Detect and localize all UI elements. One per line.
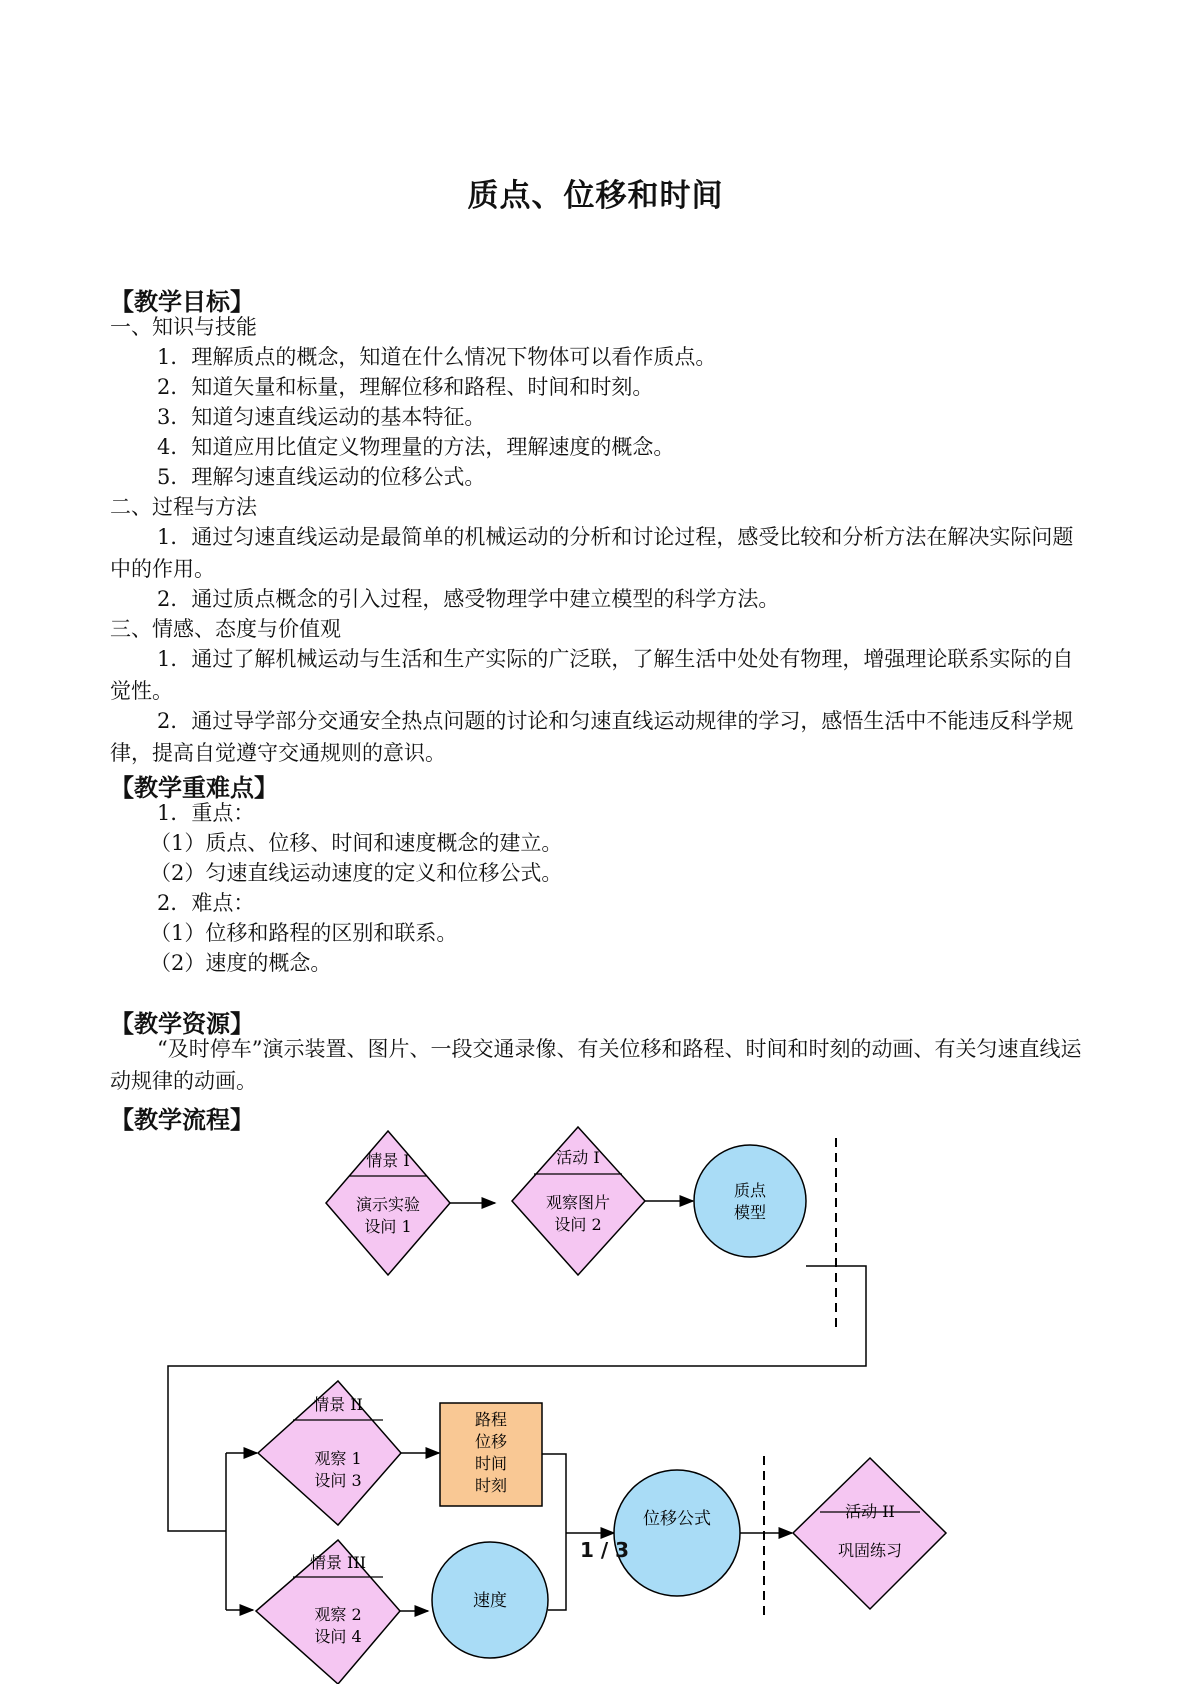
flow-diamond-activity2 bbox=[793, 1458, 946, 1609]
keypoint-item: （1）质点、位移、时间和速度概念的建立。 bbox=[150, 831, 563, 855]
objectives-item: 1．理解质点的概念，知道在什么情况下物体可以看作质点。 bbox=[157, 345, 717, 369]
particle-model-line2: 模型 bbox=[733, 1203, 767, 1222]
scene1-label: 情景 I bbox=[366, 1151, 410, 1170]
particle-model-line1: 质点 bbox=[733, 1181, 767, 1200]
concept-path: 路程 bbox=[474, 1410, 508, 1429]
concept-time: 时间 bbox=[474, 1454, 508, 1473]
keypoint-label: 2．难点： bbox=[157, 891, 255, 915]
flow-circle-particle-model bbox=[694, 1145, 806, 1257]
resources-text: “及时停车”演示装置、图片、一段交通录像、有关位移和路程、时间和时刻的动画、有关匀速直线运动规律的动画。 bbox=[110, 1037, 1082, 1093]
scene1-line2: 设问 1 bbox=[364, 1217, 412, 1236]
objectives-item: 1．通过了解机械运动与生活和生产实际的广泛联，了解生活中处处有物理，增强理论联系实际的自觉性。 bbox=[110, 647, 1074, 703]
scene3-line2: 设问 4 bbox=[314, 1627, 362, 1646]
flow-diamond-activity1 bbox=[512, 1127, 645, 1275]
scene1-line1: 演示实验 bbox=[355, 1195, 421, 1214]
objectives-item: 1．通过匀速直线运动是最简单的机械运动的分析和讨论过程，感受比较和分析方法在解决实际问题中的作用。 bbox=[110, 525, 1074, 581]
objectives-sub2: 二、过程与方法 bbox=[110, 495, 257, 519]
activity1-label: 活动 I bbox=[556, 1148, 600, 1167]
flow-circle-displacement-formula bbox=[614, 1470, 740, 1596]
objectives-item: 4．知道应用比值定义物理量的方法，理解速度的概念。 bbox=[157, 435, 675, 459]
flow-diamond-scene2 bbox=[258, 1381, 401, 1525]
objectives-sub1: 一、知识与技能 bbox=[110, 315, 257, 339]
concept-displacement: 位移 bbox=[474, 1432, 508, 1451]
activity2-line1: 巩固练习 bbox=[837, 1541, 903, 1560]
keypoint-label: 1．重点： bbox=[157, 801, 255, 825]
keypoint-item: （1）位移和路程的区别和联系。 bbox=[150, 921, 458, 945]
activity1-line1: 观察图片 bbox=[545, 1193, 611, 1212]
objectives-item: 2．知道矢量和标量，理解位移和路程、时间和时刻。 bbox=[157, 375, 654, 399]
activity2-label: 活动 II bbox=[845, 1502, 895, 1521]
page-number: 1 / 3 bbox=[580, 1538, 630, 1562]
objectives-item: 2．通过质点概念的引入过程，感受物理学中建立模型的科学方法。 bbox=[157, 587, 780, 611]
flow-heading: 【教学流程】 bbox=[110, 1105, 254, 1134]
objectives-sub3: 三、情感、态度与价值观 bbox=[110, 617, 341, 641]
objectives-item: 5．理解匀速直线运动的位移公式。 bbox=[157, 465, 486, 489]
scene2-line1: 观察 1 bbox=[314, 1449, 362, 1468]
displacement-formula-label: 位移公式 bbox=[643, 1509, 711, 1529]
activity1-line2: 设问 2 bbox=[554, 1215, 602, 1234]
scene2-line2: 设问 3 bbox=[314, 1471, 362, 1490]
scene3-line1: 观察 2 bbox=[314, 1605, 362, 1624]
flow-diamond-scene3 bbox=[256, 1540, 400, 1684]
keypoints-heading: 【教学重难点】 bbox=[110, 773, 278, 802]
objectives-heading: 【教学目标】 bbox=[110, 287, 254, 316]
objectives-item: 2．通过导学部分交通安全热点问题的讨论和匀速直线运动规律的学习，感悟生活中不能违反科学规律，提高自觉遵守交通规则的意识。 bbox=[110, 709, 1074, 765]
keypoint-item: （2）匀速直线运动速度的定义和位移公式。 bbox=[150, 861, 563, 885]
keypoint-item: （2）速度的概念。 bbox=[150, 951, 332, 975]
flow-rect-concepts bbox=[440, 1403, 542, 1506]
velocity-label: 速度 bbox=[473, 1591, 507, 1611]
page-title: 质点、位移和时间 bbox=[467, 178, 724, 214]
flow-diamond-scene1 bbox=[326, 1131, 450, 1275]
concept-moment: 时刻 bbox=[474, 1476, 508, 1495]
objectives-item: 3．知道匀速直线运动的基本特征。 bbox=[157, 405, 486, 429]
flow-circle-velocity bbox=[432, 1542, 548, 1658]
scene3-label: 情景 III bbox=[309, 1553, 367, 1572]
resources-heading: 【教学资源】 bbox=[110, 1009, 254, 1038]
scene2-label: 情景 II bbox=[313, 1395, 363, 1414]
